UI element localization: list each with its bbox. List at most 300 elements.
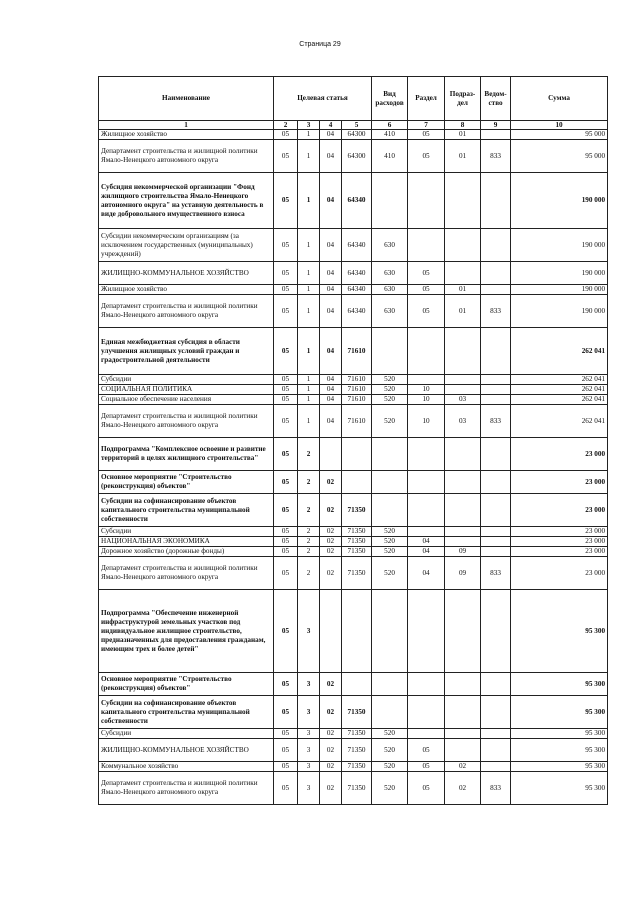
cell-name: Субсидия некоммерческой организации "Фонд жилищного строительства Ямало-Ненецкого автономного округа" на уставную деятельность в виде добровольного имущественного взноса [99,173,274,229]
cell-department [481,537,511,547]
cell-subsection: 02 [445,762,481,772]
cell-target-1: 05 [274,385,298,395]
column-number: 9 [481,121,511,130]
cell-subsection: 01 [445,130,481,140]
cell-target-2: 2 [298,537,320,547]
cell-target-1: 05 [274,729,298,739]
cell-section: 04 [408,557,445,590]
column-number: 4 [320,121,342,130]
cell-name: Дорожное хозяйство (дорожные фонды) [99,547,274,557]
table-row [99,673,608,696]
cell-expense-type [372,471,408,494]
cell-amount: 95 300 [511,673,608,696]
cell-amount: 190 000 [511,295,608,328]
cell-amount: 190 000 [511,285,608,295]
cell-target-3: 02 [320,557,342,590]
table-row [99,130,608,140]
table-row [99,471,608,494]
cell-target-1: 05 [274,173,298,229]
cell-amount: 95 300 [511,739,608,762]
cell-section: 04 [408,537,445,547]
cell-target-3: 04 [320,229,342,262]
cell-department [481,375,511,385]
cell-target-2: 1 [298,375,320,385]
cell-target-4: 64340 [342,173,372,229]
cell-expense-type: 520 [372,739,408,762]
cell-target-4 [342,438,372,471]
column-number: 1 [99,121,274,130]
cell-department [481,590,511,673]
cell-name: Департамент строительства и жилищной политики Ямало-Ненецкого автономного округа [99,295,274,328]
cell-subsection [445,673,481,696]
cell-target-2: 2 [298,438,320,471]
cell-section: 05 [408,285,445,295]
cell-expense-type: 410 [372,140,408,173]
cell-expense-type: 630 [372,262,408,285]
budget-table [98,76,608,805]
cell-section [408,471,445,494]
cell-subsection [445,527,481,537]
cell-amount: 95 000 [511,130,608,140]
cell-target-2: 3 [298,762,320,772]
table-row [99,140,608,173]
column-number: 3 [298,121,320,130]
table-row [99,438,608,471]
cell-target-2: 2 [298,527,320,537]
cell-target-1: 05 [274,547,298,557]
cell-amount: 262 041 [511,405,608,438]
cell-name: Департамент строительства и жилищной политики Ямало-Ненецкого автономного округа [99,405,274,438]
cell-department [481,262,511,285]
cell-name: Департамент строительства и жилищной политики Ямало-Ненецкого автономного округа [99,772,274,805]
cell-department: 833 [481,772,511,805]
cell-subsection [445,229,481,262]
cell-target-2: 1 [298,405,320,438]
cell-target-2: 3 [298,673,320,696]
cell-name: Коммунальное хозяйство [99,762,274,772]
table-row [99,328,608,375]
cell-name: ЖИЛИЩНО-КОММУНАЛЬНОЕ ХОЗЯЙСТВО [99,739,274,762]
cell-amount: 262 041 [511,328,608,375]
cell-section [408,438,445,471]
cell-amount: 95 300 [511,762,608,772]
cell-target-2: 3 [298,590,320,673]
cell-expense-type: 520 [372,385,408,395]
table-row [99,375,608,385]
cell-subsection [445,438,481,471]
table-row [99,395,608,405]
cell-section: 10 [408,385,445,395]
cell-expense-type: 410 [372,130,408,140]
cell-amount: 262 041 [511,375,608,385]
table-row [99,739,608,762]
cell-target-3: 04 [320,140,342,173]
table-row [99,696,608,729]
cell-department [481,471,511,494]
cell-target-1: 05 [274,590,298,673]
cell-amount: 23 000 [511,537,608,547]
cell-target-4: 71610 [342,328,372,375]
cell-target-3: 02 [320,673,342,696]
cell-expense-type: 520 [372,405,408,438]
header-amount: Сумма [511,77,608,121]
table-row [99,173,608,229]
cell-amount: 23 000 [511,438,608,471]
cell-subsection [445,375,481,385]
cell-department [481,285,511,295]
table-row [99,527,608,537]
cell-target-1: 05 [274,673,298,696]
cell-target-4 [342,673,372,696]
cell-target-2: 3 [298,729,320,739]
cell-name: НАЦИОНАЛЬНАЯ ЭКОНОМИКА [99,537,274,547]
cell-department [481,438,511,471]
cell-department [481,130,511,140]
cell-target-4: 71350 [342,494,372,527]
cell-section: 10 [408,405,445,438]
cell-target-3: 02 [320,494,342,527]
cell-target-2: 2 [298,471,320,494]
table-row [99,557,608,590]
cell-amount: 95 300 [511,729,608,739]
cell-name: СОЦИАЛЬНАЯ ПОЛИТИКА [99,385,274,395]
cell-section [408,696,445,729]
header-name: Наименование [99,77,274,121]
table-row [99,590,608,673]
cell-department [481,739,511,762]
cell-subsection: 01 [445,285,481,295]
cell-department [481,729,511,739]
cell-expense-type: 520 [372,375,408,385]
cell-target-1: 05 [274,438,298,471]
cell-expense-type [372,494,408,527]
cell-name: Подпрограмма "Комплексное освоение и развитие территорий в целях жилищного строительства" [99,438,274,471]
cell-subsection [445,173,481,229]
table-row [99,494,608,527]
cell-target-1: 05 [274,739,298,762]
cell-target-1: 05 [274,537,298,547]
header-subsection: Подраз-дел [445,77,481,121]
cell-section [408,375,445,385]
cell-subsection [445,739,481,762]
cell-target-2: 1 [298,395,320,405]
table-row [99,772,608,805]
cell-department: 833 [481,295,511,328]
cell-target-1: 05 [274,405,298,438]
cell-target-3: 02 [320,772,342,805]
cell-target-2: 1 [298,262,320,285]
cell-department [481,395,511,405]
cell-amount: 190 000 [511,229,608,262]
cell-target-4: 64340 [342,295,372,328]
cell-subsection [445,262,481,285]
cell-target-3: 02 [320,547,342,557]
table-row [99,547,608,557]
cell-amount: 23 000 [511,557,608,590]
cell-amount: 23 000 [511,494,608,527]
cell-target-4: 71350 [342,547,372,557]
cell-expense-type: 520 [372,762,408,772]
header-row [99,77,608,121]
cell-department [481,229,511,262]
cell-target-1: 05 [274,262,298,285]
column-number: 8 [445,121,481,130]
cell-target-4: 71350 [342,772,372,805]
cell-target-2: 1 [298,130,320,140]
table-row [99,229,608,262]
cell-target-4: 64300 [342,130,372,140]
header-expense-type: Вид расходов [372,77,408,121]
cell-department [481,173,511,229]
table-row [99,295,608,328]
cell-target-3: 04 [320,173,342,229]
cell-target-2: 2 [298,494,320,527]
cell-target-3: 02 [320,537,342,547]
cell-target-4: 71610 [342,405,372,438]
cell-target-4: 71350 [342,739,372,762]
cell-section: 05 [408,140,445,173]
cell-target-3: 02 [320,696,342,729]
cell-subsection [445,385,481,395]
cell-target-4: 71350 [342,762,372,772]
cell-department: 833 [481,557,511,590]
column-number: 7 [408,121,445,130]
cell-expense-type [372,673,408,696]
cell-target-3: 02 [320,471,342,494]
cell-section [408,729,445,739]
cell-target-1: 05 [274,772,298,805]
table-row [99,285,608,295]
cell-expense-type [372,173,408,229]
cell-subsection [445,590,481,673]
cell-amount: 95 300 [511,772,608,805]
cell-section: 05 [408,762,445,772]
cell-target-3: 04 [320,375,342,385]
cell-section [408,328,445,375]
cell-amount: 262 041 [511,385,608,395]
header-target: Целевая статья [274,77,372,121]
cell-name: Субсидии [99,527,274,537]
cell-target-4: 64340 [342,285,372,295]
cell-section: 05 [408,739,445,762]
column-number: 2 [274,121,298,130]
cell-section [408,229,445,262]
cell-target-4 [342,471,372,494]
cell-section: 05 [408,295,445,328]
cell-subsection: 09 [445,557,481,590]
cell-target-2: 3 [298,696,320,729]
cell-target-4: 71350 [342,696,372,729]
cell-section [408,527,445,537]
cell-target-3: 04 [320,328,342,375]
cell-name: Основное мероприятие "Строительство (реконструкция) объектов" [99,471,274,494]
table-row [99,405,608,438]
cell-section: 10 [408,395,445,405]
table-row [99,537,608,547]
cell-subsection: 09 [445,547,481,557]
cell-amount: 190 000 [511,262,608,285]
cell-amount: 262 041 [511,395,608,405]
cell-department [481,328,511,375]
cell-target-2: 1 [298,285,320,295]
cell-department: 833 [481,405,511,438]
cell-target-1: 05 [274,130,298,140]
cell-target-4: 71350 [342,537,372,547]
cell-name: ЖИЛИЩНО-КОММУНАЛЬНОЕ ХОЗЯЙСТВО [99,262,274,285]
cell-target-1: 05 [274,140,298,173]
cell-section [408,173,445,229]
cell-section: 05 [408,262,445,285]
cell-target-3: 04 [320,295,342,328]
cell-subsection [445,729,481,739]
cell-target-3: 04 [320,262,342,285]
cell-subsection: 03 [445,405,481,438]
cell-target-4: 64340 [342,262,372,285]
cell-name: Субсидии некоммерческим организациям (за исключением государственных (муниципальных) учреждений) [99,229,274,262]
column-number: 5 [342,121,372,130]
cell-target-4: 64340 [342,229,372,262]
cell-target-2: 2 [298,557,320,590]
cell-target-4: 71350 [342,527,372,537]
cell-target-3: 02 [320,762,342,772]
cell-subsection [445,328,481,375]
cell-target-2: 1 [298,173,320,229]
cell-name: Единая межбюджетная субсидия в области улучшения жилищных условий граждан и градостроительной деятельности [99,328,274,375]
cell-amount: 23 000 [511,547,608,557]
cell-subsection: 02 [445,772,481,805]
cell-section: 05 [408,772,445,805]
cell-target-2: 1 [298,140,320,173]
column-number: 6 [372,121,408,130]
cell-expense-type: 630 [372,295,408,328]
cell-expense-type: 520 [372,729,408,739]
cell-expense-type [372,328,408,375]
cell-target-2: 3 [298,772,320,805]
cell-department: 833 [481,140,511,173]
table-row [99,762,608,772]
cell-amount: 190 000 [511,173,608,229]
cell-target-1: 05 [274,471,298,494]
cell-department [481,696,511,729]
cell-target-1: 05 [274,762,298,772]
cell-target-1: 05 [274,395,298,405]
cell-target-3: 02 [320,527,342,537]
cell-target-1: 05 [274,375,298,385]
cell-name: Департамент строительства и жилищной политики Ямало-Ненецкого автономного округа [99,557,274,590]
cell-expense-type: 520 [372,547,408,557]
cell-target-4: 71350 [342,557,372,590]
cell-department [481,547,511,557]
cell-target-1: 05 [274,696,298,729]
cell-name: Субсидии на софинансирование объектов капитального строительства муниципальной собственности [99,696,274,729]
cell-target-4: 71610 [342,395,372,405]
cell-target-1: 05 [274,328,298,375]
cell-section [408,494,445,527]
cell-target-4: 71610 [342,375,372,385]
cell-target-3: 04 [320,395,342,405]
cell-name: Субсидии [99,375,274,385]
header-department: Ведом-ство [481,77,511,121]
cell-target-3: 04 [320,385,342,395]
cell-expense-type [372,590,408,673]
cell-target-1: 05 [274,527,298,537]
cell-name: Департамент строительства и жилищной политики Ямало-Ненецкого автономного округа [99,140,274,173]
cell-amount: 95 300 [511,696,608,729]
cell-amount: 95 300 [511,590,608,673]
cell-target-2: 3 [298,739,320,762]
cell-department [481,385,511,395]
cell-section: 04 [408,547,445,557]
cell-name: Основное мероприятие "Строительство (реконструкция) объектов" [99,673,274,696]
cell-department [481,494,511,527]
cell-target-1: 05 [274,494,298,527]
cell-expense-type: 520 [372,395,408,405]
cell-target-2: 2 [298,547,320,557]
cell-target-3 [320,590,342,673]
cell-subsection: 03 [445,395,481,405]
cell-expense-type [372,438,408,471]
cell-target-2: 1 [298,385,320,395]
cell-target-2: 1 [298,295,320,328]
cell-expense-type [372,696,408,729]
cell-subsection: 01 [445,295,481,328]
cell-subsection [445,471,481,494]
cell-subsection [445,494,481,527]
cell-target-4: 71350 [342,729,372,739]
cell-name: Субсидии [99,729,274,739]
cell-target-1: 05 [274,295,298,328]
cell-name: Жилищное хозяйство [99,285,274,295]
cell-target-1: 05 [274,229,298,262]
cell-expense-type: 630 [372,229,408,262]
cell-section: 05 [408,130,445,140]
cell-department [481,673,511,696]
table-row [99,385,608,395]
cell-subsection [445,696,481,729]
cell-amount: 95 000 [511,140,608,173]
cell-target-4: 64300 [342,140,372,173]
page-title: Страница 29 [299,41,341,48]
table-row [99,729,608,739]
cell-target-2: 1 [298,229,320,262]
cell-target-3: 02 [320,739,342,762]
cell-name: Социальное обеспечение населения [99,395,274,405]
cell-amount: 23 000 [511,527,608,537]
cell-subsection: 01 [445,140,481,173]
cell-amount: 23 000 [511,471,608,494]
cell-section [408,673,445,696]
cell-expense-type: 520 [372,537,408,547]
cell-expense-type: 520 [372,557,408,590]
cell-name: Субсидии на софинансирование объектов капитального строительства муниципальной собственности [99,494,274,527]
cell-target-3: 04 [320,285,342,295]
cell-expense-type: 520 [372,527,408,537]
cell-subsection [445,537,481,547]
cell-name: Жилищное хозяйство [99,130,274,140]
cell-target-1: 05 [274,285,298,295]
cell-section [408,590,445,673]
cell-target-4: 71610 [342,385,372,395]
cell-department [481,527,511,537]
table-row [99,262,608,285]
cell-target-3: 04 [320,405,342,438]
column-number-row [99,121,608,130]
cell-expense-type: 630 [372,285,408,295]
cell-target-1: 05 [274,557,298,590]
cell-expense-type: 520 [372,772,408,805]
cell-department [481,762,511,772]
cell-name: Подпрограмма "Обеспечение инженерной инфраструктурой земельных участков под индивидуальное жилищное строительство, предназначенных для предоставления гражданам, имеющим трех и более детей" [99,590,274,673]
